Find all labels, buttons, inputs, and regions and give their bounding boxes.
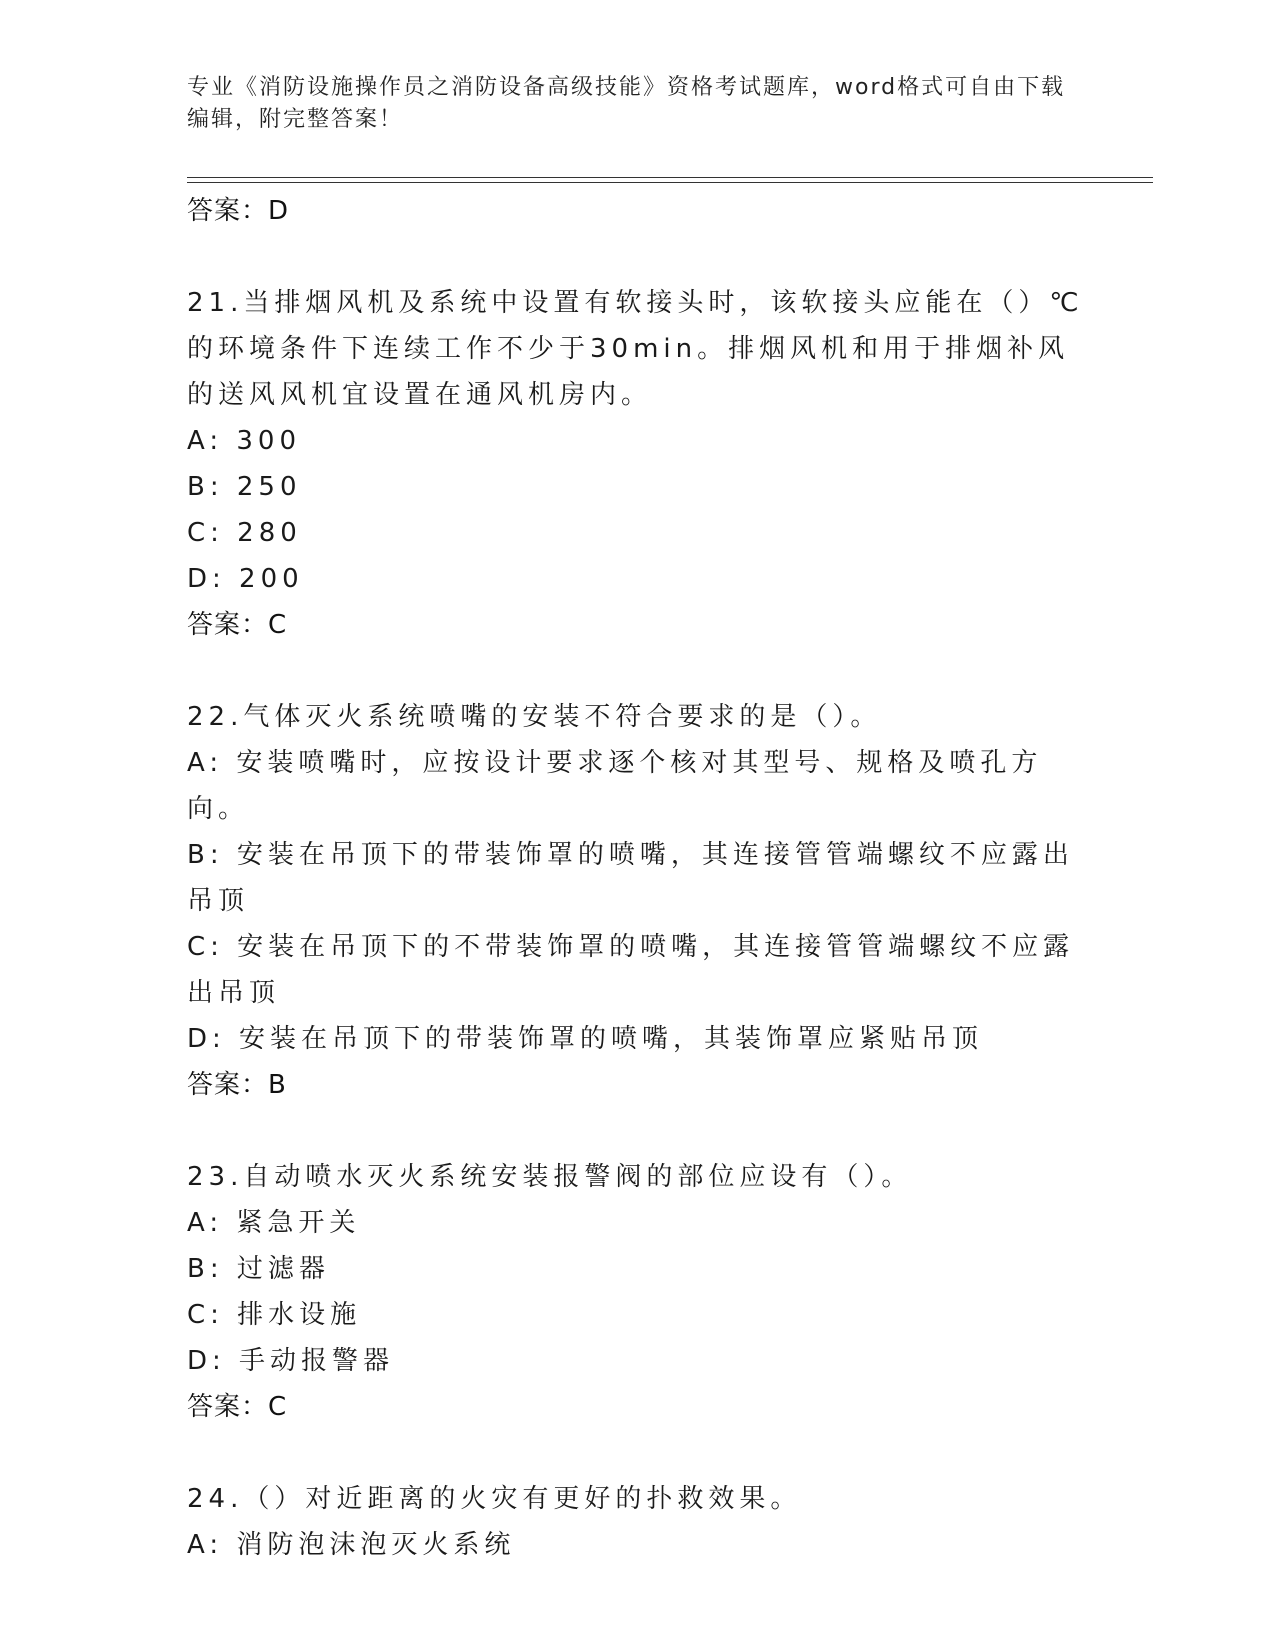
- question-text: 22.气体灭火系统喷嘴的安装不符合要求的是（）。: [187, 702, 882, 732]
- option-b: B: 安装在吊顶下的带装饰罩的喷嘴，其连接管管端螺纹不应露出吊顶: [187, 840, 1074, 916]
- option-a: A: 消防泡沫泡灭火系统: [187, 1530, 516, 1560]
- spacer: [187, 648, 1087, 694]
- option-a: A: 紧急开关: [187, 1208, 361, 1238]
- question-text: 24.（）对近距离的火灾有更好的扑救效果。: [187, 1484, 802, 1514]
- answer: 答案：B: [187, 1070, 287, 1100]
- question-text: 21.当排烟风机及系统中设置有软接头时，该软接头应能在（）℃的环境条件下连续工作不少于30min。排烟风机和用于排烟补风的送风风机宜设置在通风机房内。: [187, 288, 1084, 410]
- question-21: [187, 280, 1087, 648]
- spacer: [187, 1108, 1087, 1154]
- answer: 答案：C: [187, 1392, 288, 1422]
- header-rule: [187, 177, 1153, 178]
- question-22: [187, 694, 1087, 1108]
- page-header: 专业《消防设施操作员之消防设备高级技能》资格考试题库，word格式可自由下载编辑，附完整答案！: [187, 75, 1066, 132]
- option-c: C: 排水设施: [187, 1300, 362, 1330]
- spacer: [187, 1430, 1087, 1476]
- option-d: D: 200: [187, 564, 304, 594]
- question-24: [187, 1476, 1087, 1568]
- option-b: B: 250: [187, 472, 302, 502]
- option-c: C: 安装在吊顶下的不带装饰罩的喷嘴，其连接管管端螺纹不应露出吊顶: [187, 932, 1075, 1008]
- answer: 答案：C: [187, 610, 288, 640]
- header-rule-double: [187, 182, 1153, 183]
- spacer: [187, 234, 1087, 280]
- option-c: C: 280: [187, 518, 302, 548]
- previous-answer: 答案：D: [187, 196, 290, 226]
- question-list: [187, 188, 1087, 1568]
- question-text: 23.自动喷水灭火系统安装报警阀的部位应设有（）。: [187, 1162, 913, 1192]
- option-a: A: 300: [187, 426, 301, 456]
- option-a: A: 安装喷嘴时，应按设计要求逐个核对其型号、规格及喷孔方向。: [187, 748, 1043, 824]
- question-23: [187, 1154, 1087, 1430]
- option-d: D: 手动报警器: [187, 1346, 395, 1376]
- option-d: D: 安装在吊顶下的带装饰罩的喷嘴，其装饰罩应紧贴吊顶: [187, 1024, 984, 1054]
- option-b: B: 过滤器: [187, 1254, 330, 1284]
